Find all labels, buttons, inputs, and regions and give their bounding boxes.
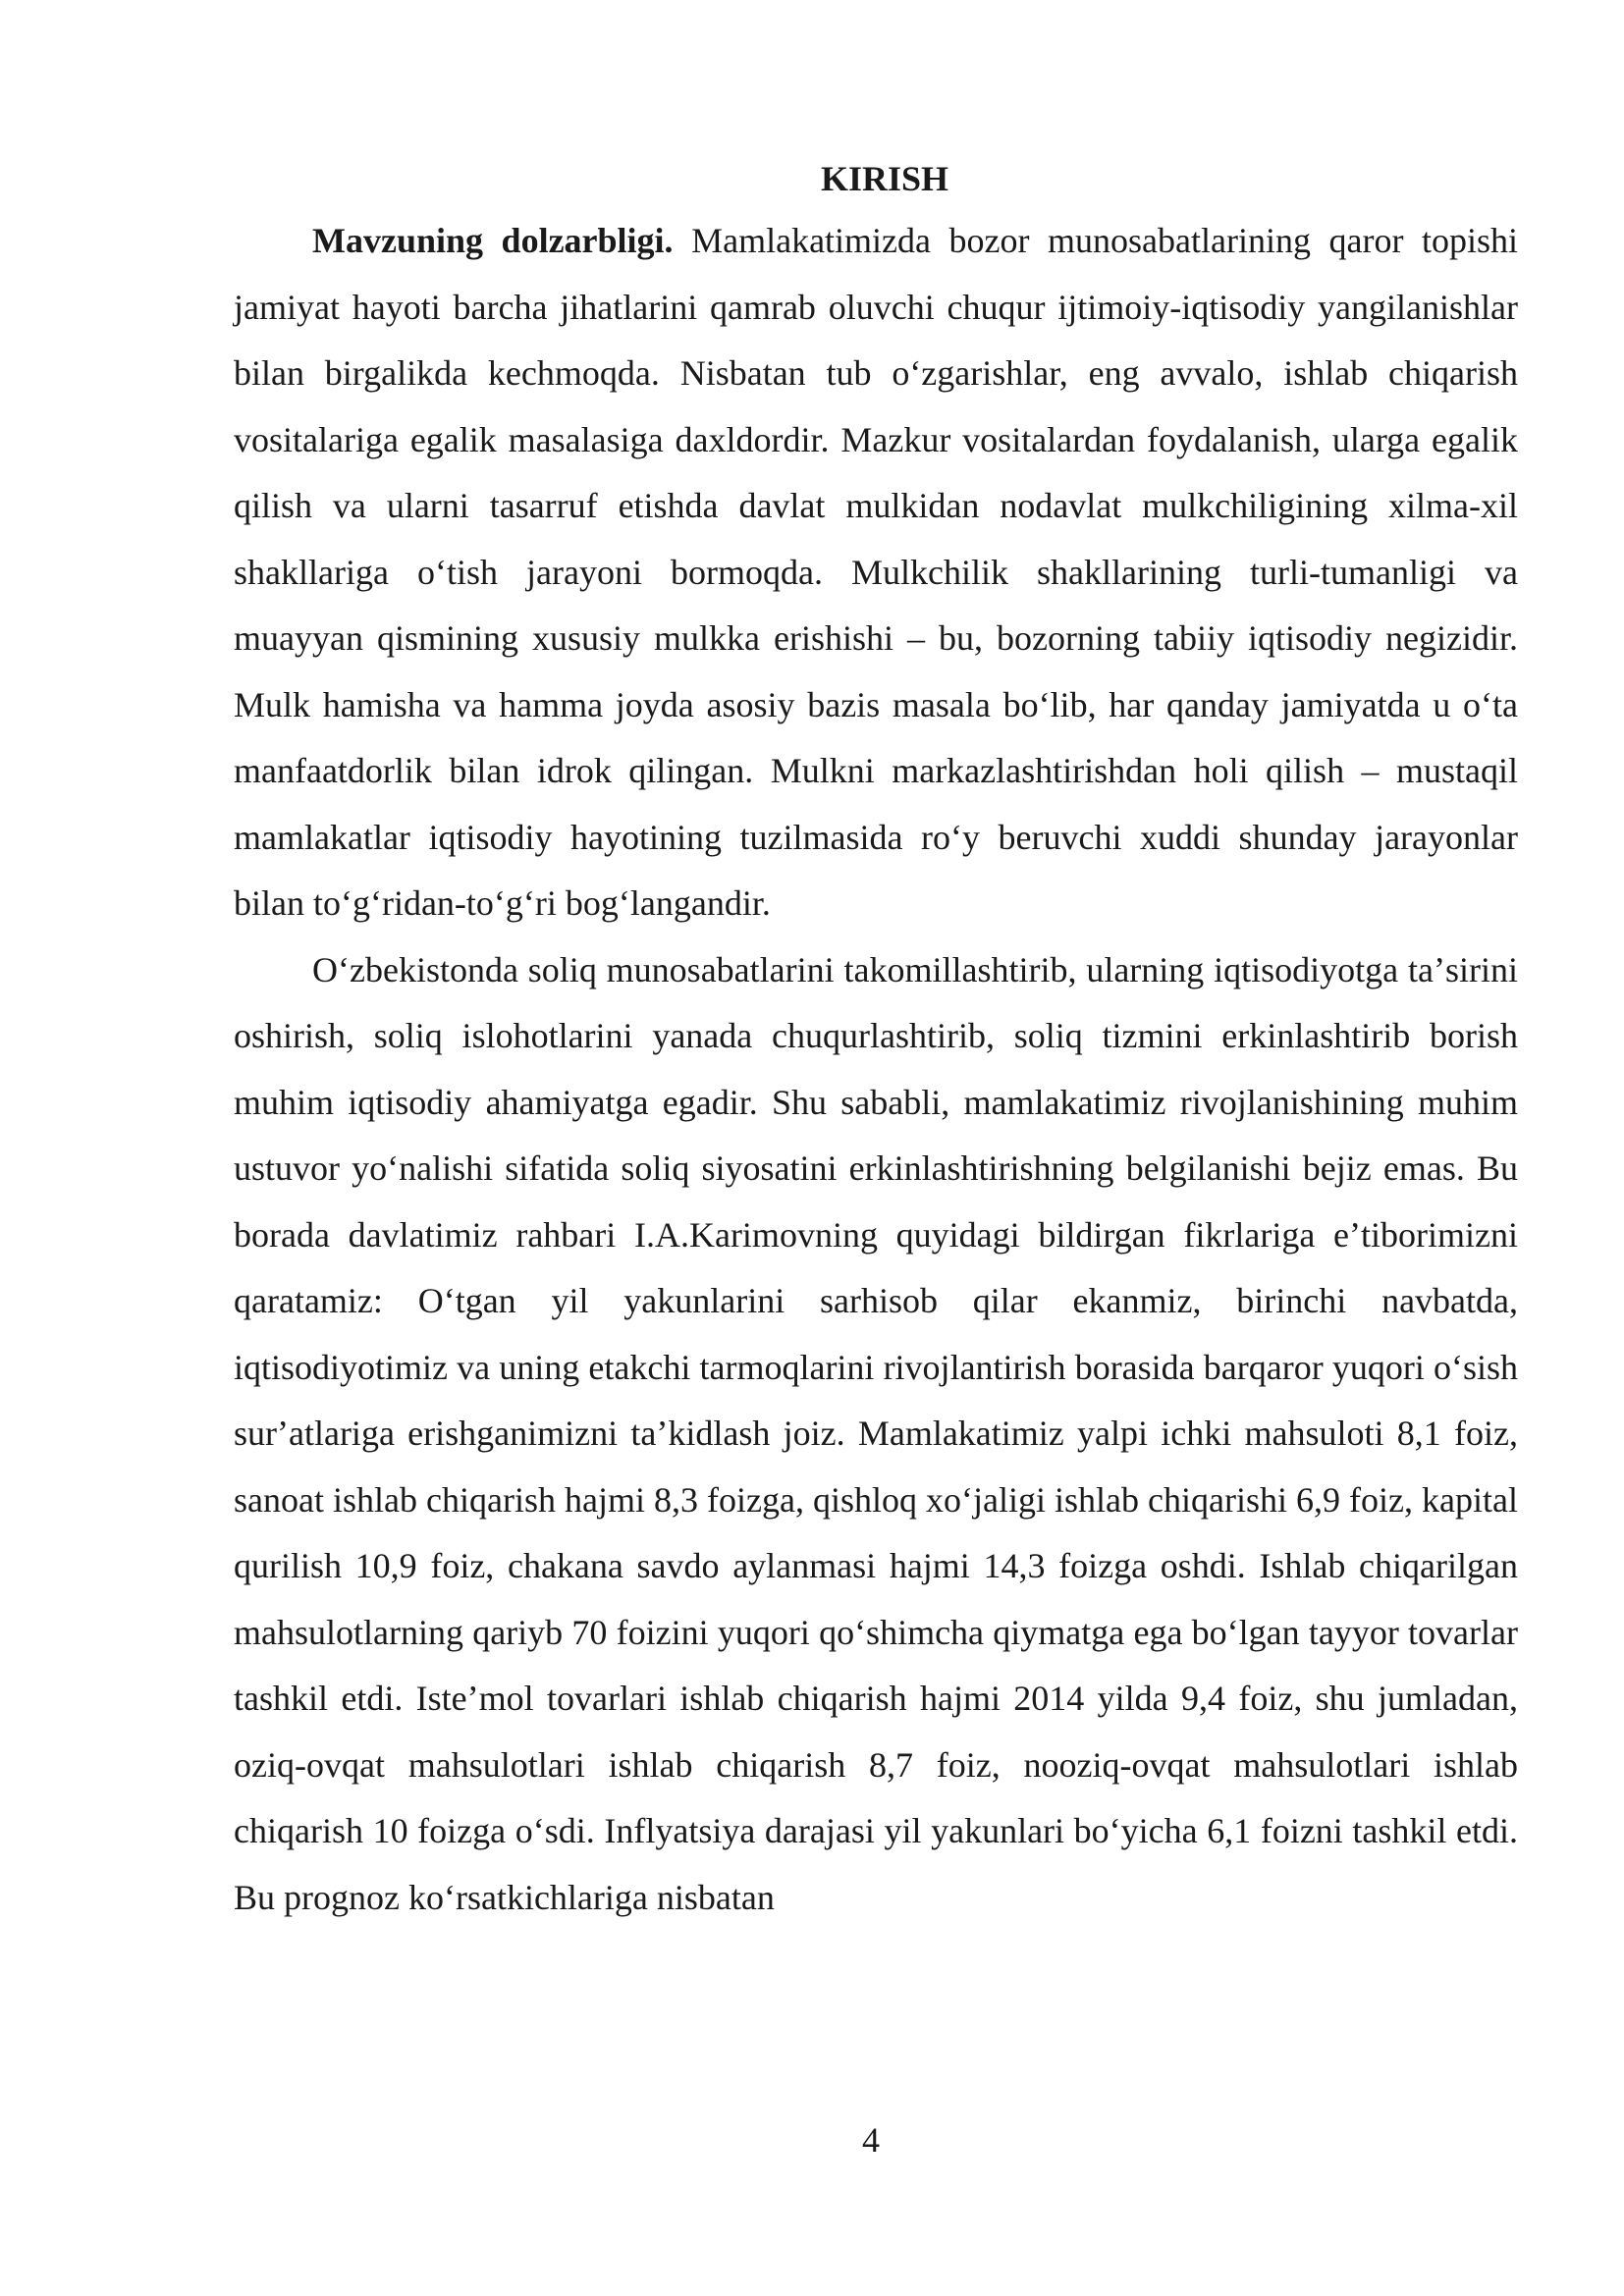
paragraph-lead: Mavzuning dolzarbligi.: [312, 221, 674, 260]
paragraph-relevance-text: Mamlakatimizda bozor munosabatlarining qaror topishi jamiyat hayoti barcha jihatlarini qamrab oluvchi chuqur ijtimoiy-iqtisodiy yangilanishlar bilan birgalikda kechmoqda. Nisbatan tub oʻzgarishlar, eng avvalo, ishlab chiqarish vositalariga egalik masalasiga daxldordir. Mazkur vositalardan foydalanish, ularga egalik qilish va ularni tasarruf etishda davlat mulkidan nodavlat mulkchiligining xilma-xil shakllariga oʻtish jarayoni bormoqda. Mulkchilik shakllarining turli-tumanligi va muayyan qismining xususiy mulkka erishishi – bu, bozorning tabiiy iqtisodiy negizidir. Mulk hamisha va hamma joyda asosiy bazis masala boʻlib, har qanday jamiyatda u oʻta manfaatdorlik bilan idrok qilingan. Mulkni markazlashtirishdan holi qilish – mustaqil mamlakatlar iqtisodiy hayotining tuzilmasida roʻy beruvchi xuddi shunday jarayonlar bilan toʻgʻridan-toʻgʻri bogʻlangandir.: [234, 221, 1519, 923]
page-content: [234, 149, 1518, 1931]
paragraph-tax-relations: [234, 937, 1518, 1932]
section-heading: KIRISH: [820, 159, 949, 198]
page-number: 4: [862, 2120, 880, 2160]
paragraph-relevance: [234, 208, 1518, 937]
paragraph-tax-relations-text: Oʻzbekistonda soliq munosabatlarini takomillashtirib, ularning iqtisodiyotga taʼsirini oshirish, soliq islohotlarini yanada chuqurlashtirib, soliq tizmini erkinlashtirib borish muhim iqtisodiy ahamiyatga egadir. Shu sababli, mamlakatimiz rivojlanishining muhim ustuvor yoʻnalishi sifatida soliq siyosatini erkinlashtirishning belgilanishi bejiz emas. Bu borada davlatimiz rahbari I.A.Karimovning quyidagi bildirgan fikrlariga eʼtiborimizni qaratamiz: Oʻtgan yil yakunlarini sarhisob qilar ekanmiz, birinchi navbatda, iqtisodiyotimiz va uning etakchi tarmoqlarini rivojlantirish borasida barqaror yuqori oʻsish surʼatlariga erishganimizni taʼkidlash joiz. Mamlakatimiz yalpi ichki mahsuloti 8,1 foiz, sanoat ishlab chiqarish hajmi 8,3 foizga, qishloq xoʻjaligi ishlab chiqarishi 6,9 foiz, kapital qurilish 10,9 foiz, chakana savdo aylanmasi hajmi 14,3 foizga oshdi. Ishlab chiqarilgan mahsulotlarning qariyb 70 foizini yuqori qoʻshimcha qiymatga ega boʻlgan tayyor tovarlar tashkil etdi. Isteʼmol tovarlari ishlab chiqarish hajmi 2014 yilda 9,4 foiz, shu jumladan, oziq-ovqat mahsulotlari ishlab chiqarish 8,7 foiz, nooziq-ovqat mahsulotlari ishlab chiqarish 10 foizga oʻsdi. Inflyatsiya darajasi yil yakunlari boʻyicha 6,1 foizni tashkil etdi. Bu prognoz koʻrsatkichlariga nisbatan: [234, 949, 1518, 1917]
